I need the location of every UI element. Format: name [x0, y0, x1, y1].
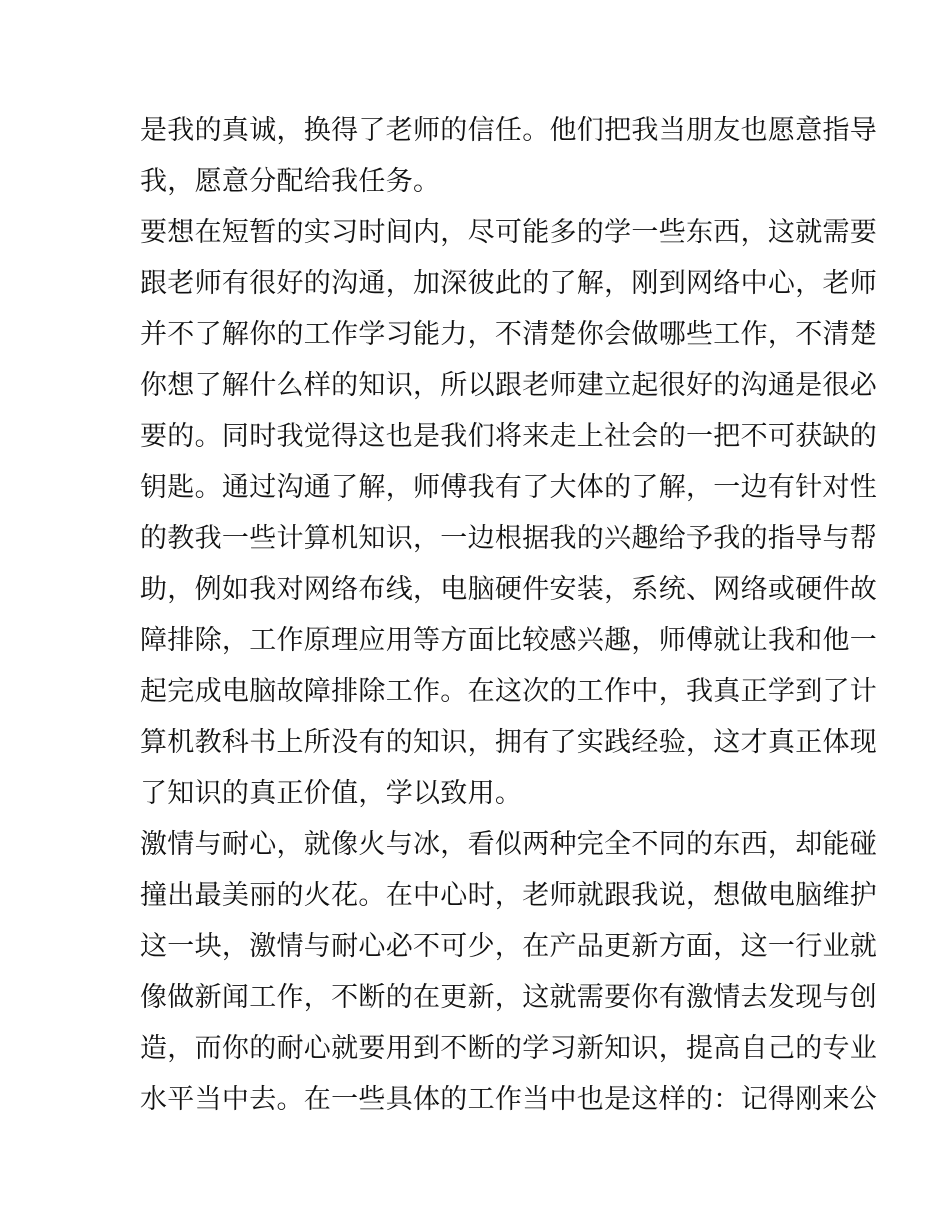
text-line: 的教我一些计算机知识，一边根据我的兴趣给予我的指导与帮: [140, 523, 878, 554]
text-line: 是我的真诚，换得了老师的信任。他们把我当朋友也愿意指导: [140, 115, 878, 146]
text-line: 起完成电脑故障排除工作。在这次的工作中，我真正学到了计: [140, 676, 878, 707]
text-line: 助，例如我对网络布线，电脑硬件安装，系统、网络或硬件故: [140, 574, 878, 605]
text-line: 跟老师有很好的沟通，加深彼此的了解，刚到网络中心，老师: [140, 268, 878, 299]
text-line: 我，愿意分配给我任务。: [140, 166, 441, 197]
text-line: 撞出最美丽的火花。在中心时，老师就跟我说，想做电脑维护: [140, 880, 878, 911]
text-line: 这一块，激情与耐心必不可少，在产品更新方面，这一行业就: [140, 931, 878, 962]
text-line: 障排除，工作原理应用等方面比较感兴趣，师傅就让我和他一: [140, 625, 878, 656]
text-line: 要想在短暂的实习时间内，尽可能多的学一些东西，这就需要: [140, 217, 878, 248]
text-line: 钥匙。通过沟通了解，师傅我有了大体的了解，一边有针对性: [140, 472, 878, 503]
text-line: 要的。同时我觉得这也是我们将来走上社会的一把不可获缺的: [140, 421, 878, 452]
text-line: 并不了解你的工作学习能力，不清楚你会做哪些工作，不清楚: [140, 319, 878, 350]
text-line: 水平当中去。在一些具体的工作当中也是这样的：记得刚来公: [140, 1084, 878, 1115]
text-line: 你想了解什么样的知识，所以跟老师建立起很好的沟通是很必: [140, 370, 878, 401]
text-line: 算机教科书上所没有的知识，拥有了实践经验，这才真正体现: [140, 727, 878, 758]
text-line: 了知识的真正价值，学以致用。: [140, 778, 523, 809]
text-line: 激情与耐心，就像火与冰，看似两种完全不同的东西，却能碰: [140, 829, 878, 860]
body-text: [140, 108, 878, 1128]
text-line: 像做新闻工作，不断的在更新，这就需要你有激情去发现与创: [140, 982, 878, 1013]
text-line: 造，而你的耐心就要用到不断的学习新知识，提高自己的专业: [140, 1033, 878, 1064]
